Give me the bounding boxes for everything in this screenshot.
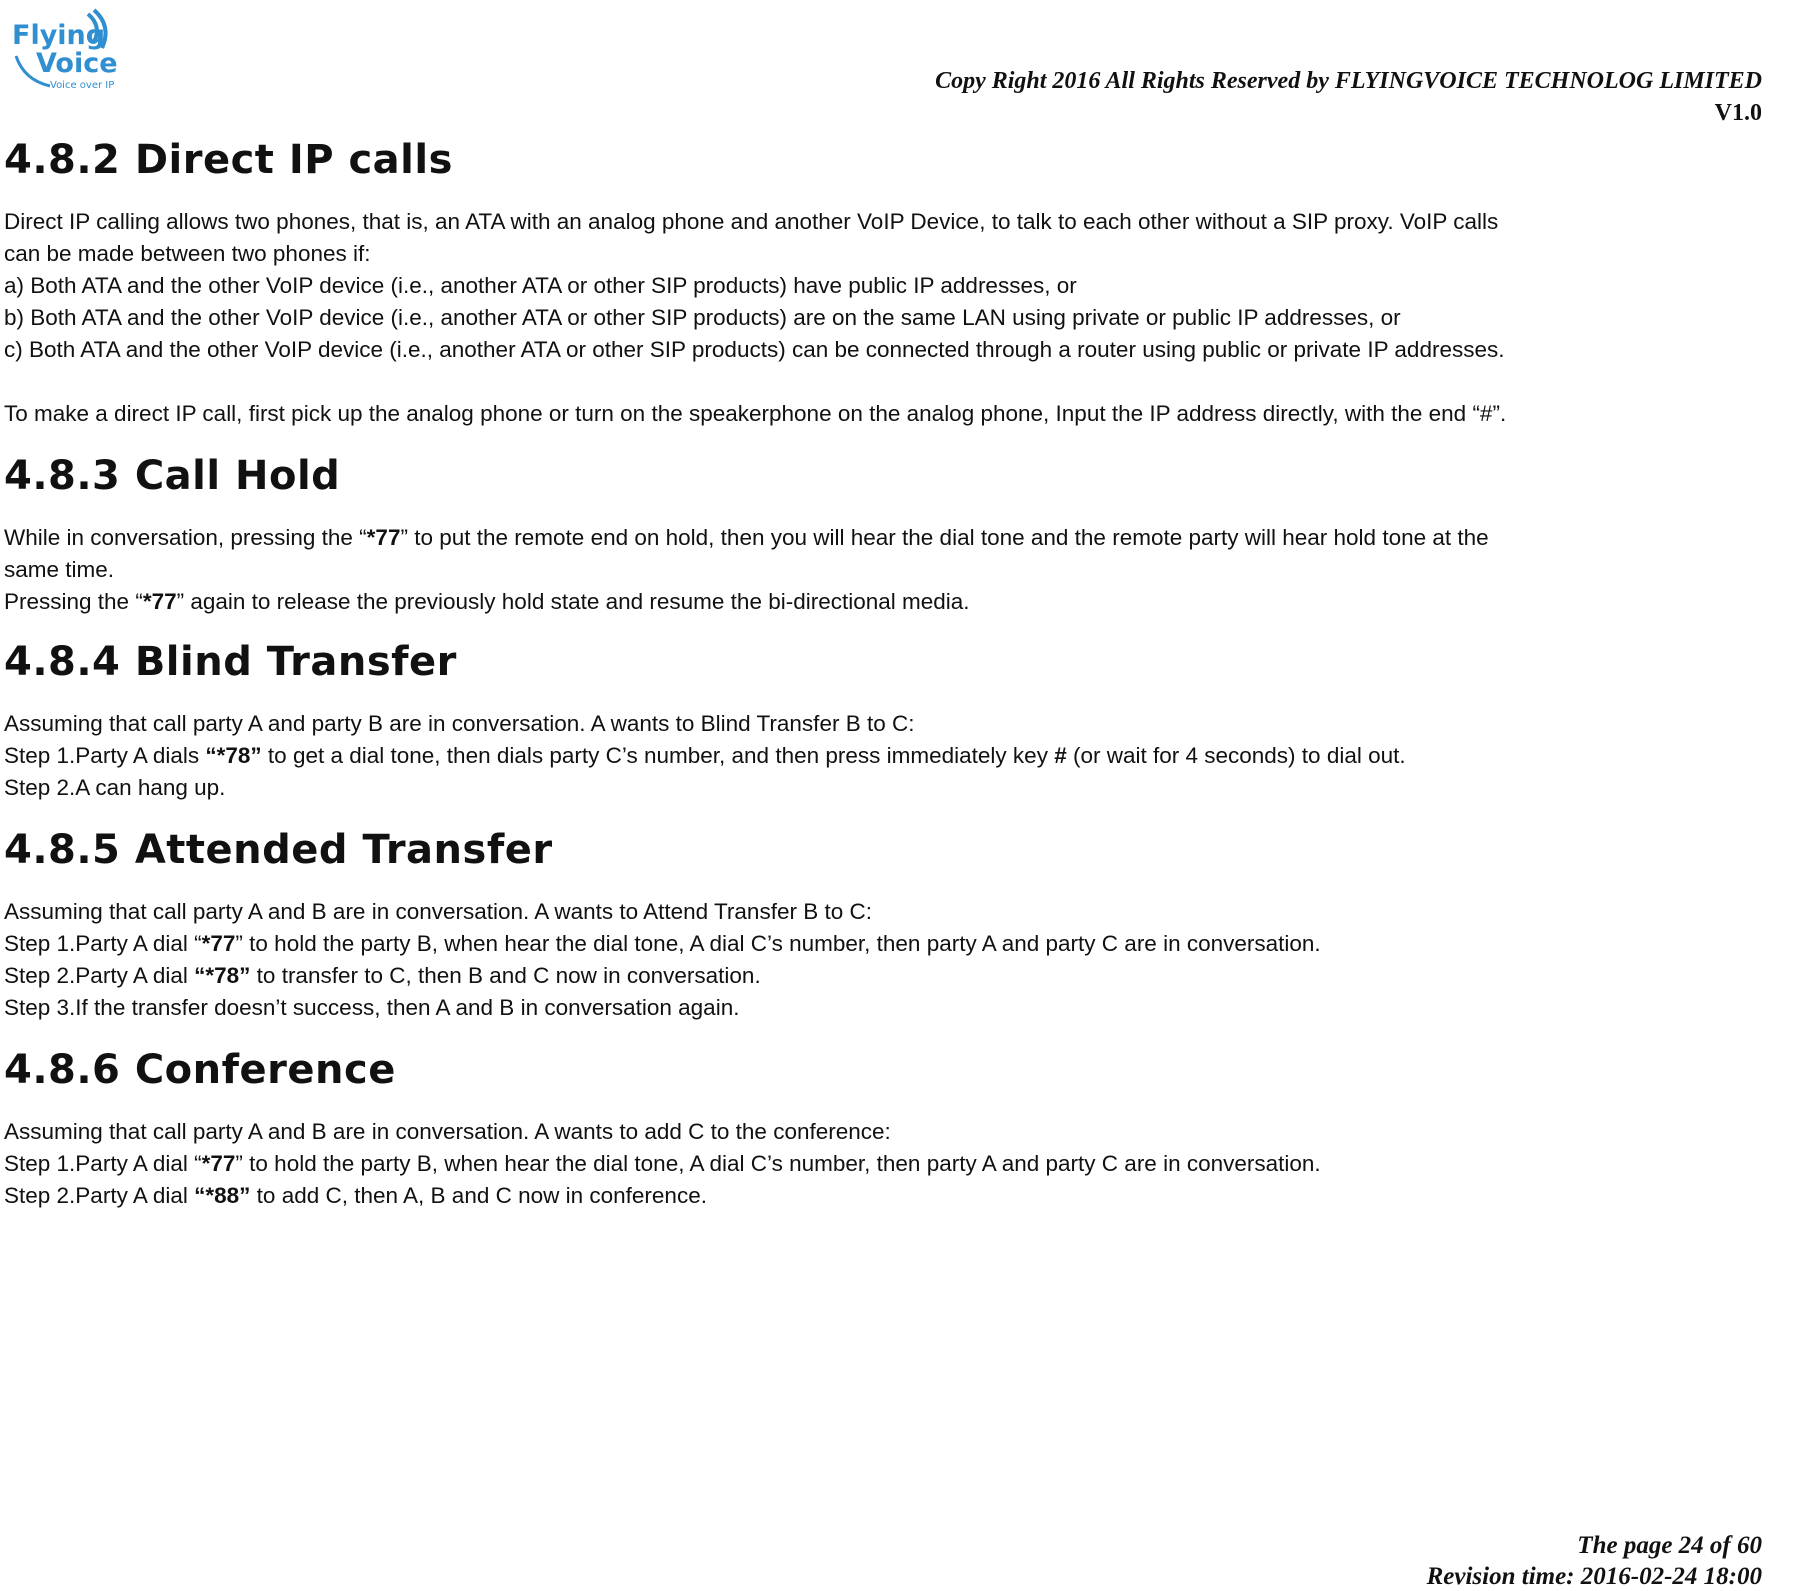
list-item: c) Both ATA and the other VoIP device (i.e., another ATA or other SIP products) can be connected through a router using public or private IP addresses.	[4, 337, 1505, 362]
feature-code: *77	[201, 1151, 236, 1176]
flyingvoice-logo	[10, 8, 130, 92]
page-number: The page 24 of 60	[1577, 1532, 1762, 1559]
section-title: 4.8.3 Call Hold	[4, 453, 341, 499]
logo-line2: Voice	[36, 48, 118, 79]
version-label: V1.0	[1714, 100, 1762, 126]
feature-code: “*78”	[205, 743, 262, 768]
section-call-hold	[4, 452, 1816, 618]
section-blind-transfer	[4, 638, 1816, 804]
step: Step 1.Party A dial “*77” to hold the party B, when hear the dial tone, A dial C’s number, then party A and party C are in conversation.	[4, 931, 1321, 956]
feature-code: *77	[142, 589, 177, 614]
paragraph: can be made between two phones if:	[4, 241, 371, 266]
paragraph: Assuming that call party A and B are in conversation. A wants to Attend Transfer B to C:	[4, 899, 872, 924]
step: Step 2.Party A dial “*88” to add C, then A, B and C now in conference.	[4, 1183, 707, 1208]
paragraph: Assuming that call party A and party B are in conversation. A wants to Blind Transfer B to C:	[4, 711, 915, 736]
section-title: 4.8.4 Blind Transfer	[4, 639, 457, 685]
paragraph: Direct IP calling allows two phones, that is, an ATA with an analog phone and another VoIP Device, to talk to each other without a SIP proxy. VoIP calls	[4, 209, 1499, 234]
feature-code: *77	[366, 525, 401, 550]
section-title: 4.8.5 Attended Transfer	[4, 827, 553, 873]
document-body	[4, 136, 1816, 1212]
feature-code: “*78”	[194, 963, 251, 988]
paragraph: Assuming that call party A and B are in conversation. A wants to add C to the conference:	[4, 1119, 891, 1144]
feature-code: *77	[201, 931, 236, 956]
paragraph: While in conversation, pressing the “*77” to put the remote end on hold, then you will hear the dial tone and the remote party will hear hold tone at the	[4, 525, 1489, 550]
list-item: a) Both ATA and the other VoIP device (i.e., another ATA or other SIP products) have public IP addresses, or	[4, 273, 1077, 298]
revision-time: Revision time: 2016-02-24 18:00	[1426, 1563, 1762, 1590]
paragraph: same time.	[4, 557, 115, 582]
paragraph: To make a direct IP call, first pick up the analog phone or turn on the speakerphone on the analog phone, Input the IP address directly, with the end “#”.	[4, 401, 1507, 426]
step: Step 2.Party A dial “*78” to transfer to C, then B and C now in conversation.	[4, 963, 761, 988]
section-title: 4.8.6 Conference	[4, 1047, 396, 1093]
section-title: 4.8.2 Direct IP calls	[4, 137, 453, 183]
step: Step 1.Party A dials “*78” to get a dial tone, then dials party C’s number, and then press immediately key # (or wait for 4 seconds) to dial out.	[4, 743, 1406, 768]
section-conference	[4, 1046, 1816, 1212]
section-attended-transfer	[4, 826, 1816, 1024]
step: Step 1.Party A dial “*77” to hold the party B, when hear the dial tone, A dial C’s number, then party A and party C are in conversation.	[4, 1151, 1321, 1176]
list-item: b) Both ATA and the other VoIP device (i.e., another ATA or other SIP products) are on the same LAN using private or public IP addresses, or	[4, 305, 1401, 330]
step: Step 2.A can hang up.	[4, 775, 226, 800]
step: Step 3.If the transfer doesn’t success, then A and B in conversation again.	[4, 995, 740, 1020]
paragraph: Pressing the “*77” again to release the previously hold state and resume the bi-directional media.	[4, 589, 970, 614]
copyright-notice: Copy Right 2016 All Rights Reserved by FLYINGVOICE TECHNOLOG LIMITED	[935, 68, 1762, 94]
logo-tagline: Voice over IP	[50, 80, 115, 91]
logo-line1: Flying	[12, 20, 106, 51]
key-hash: #	[1054, 743, 1067, 768]
feature-code: “*88”	[194, 1183, 251, 1208]
section-direct-ip-calls	[4, 136, 1816, 430]
